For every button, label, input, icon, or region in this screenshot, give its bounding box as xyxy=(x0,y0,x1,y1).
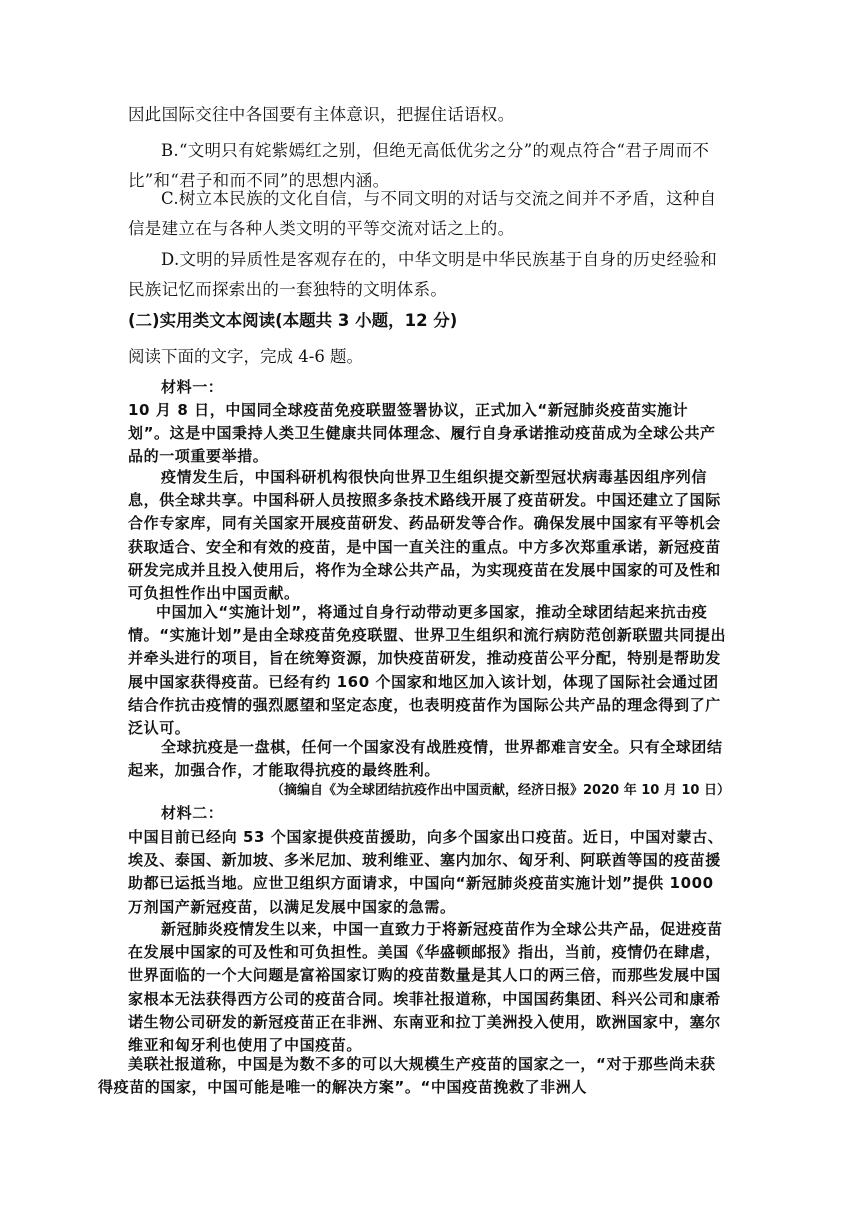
option-b: B.“文明只有姹紫嫣红之别，但绝无高低优劣之分”的观点符合“君子周而不比”和“君子和而不同”的思想内涵。 xyxy=(128,141,710,190)
instruction: 阅读下面的文字，完成 4-6 题。 xyxy=(128,347,364,366)
material2-paragraph-3: 美联社报道称，中国是为数不多的可以大规模生产疫苗的国家之一，“对于那些尚未获得疫苗的国家，中国可能是唯一的解决方案”。“中国疫苗挽救了非洲人 xyxy=(98,1055,716,1097)
material1-paragraph-3: 中国加入“实施计划”，将通过自身行动带动更多国家，推动全球团结起来抗击疫情。“实施计划”是由全球疫苗免疫联盟、世界卫生组织和流行病防范创新联盟共同提出并牵头进行的项目，旨在统筹资源，加快疫苗研发，推动疫苗公平分配，特别是帮助发展中国家获得疫苗。已经有约 160 个国家和地区加入该计划，体现了国际社会通过团结合作抗击疫情的强烈愿望和坚定态度，也表明疫苗作为国际公共产品的理念得到了广泛认可。 xyxy=(128,603,727,738)
material1-label: 材料一： xyxy=(161,378,224,396)
material1-paragraph-4: 全球抗疫是一盘棋，任何一个国家没有战胜疫情，世界都难言安全。只有全球团结起来，加强合作，才能取得抗疫的最终胜利。 xyxy=(128,738,723,780)
material2-paragraph-1: 中国目前已经向 53 个国家提供疫苗援助，向多个国家出口疫苗。近日，中国对蒙古、埃及、泰国、新加坡、多米尼加、玻利维亚、塞内加尔、匈牙利、阿联酋等国的疫苗援助都已运抵当地。应世卫组织方面请求，中国向“新冠肺炎疫苗实施计划”提供 1000 万剂国产新冠疫苗，以满足发展中国家的急需。 xyxy=(128,828,724,916)
material1-paragraph-1: 10 月 8 日，中国同全球疫苗免疫联盟签署协议，正式加入“新冠肺炎疫苗实施计划”。这是中国秉持人类卫生健康共同体理念、履行自身承诺推动疫苗成为全球公共产品的一项重要举措。 xyxy=(128,401,716,466)
material1-source: （摘编自《为全球团结抗疫作出中国贡献，经济日报》2020 年 10 月 10 日） xyxy=(271,783,730,798)
material2-paragraph-2: 新冠肺炎疫情发生以来，中国一直致力于将新冠疫苗作为全球公共产品，促进疫苗在发展中国家的可及性和可负担性。美国《华盛顿邮报》指出，当前，疫情仍在肆虐，世界面临的一个大问题是富裕国家订购的疫苗数量是其人口的两三倍，而那些发展中国家根本无法获得西方公司的疫苗合同。埃菲社报道称，中国国药集团、科兴公司和康希诺生物公司研发的新冠疫苗正在非洲、东南亚和拉丁美洲投入使用，欧洲国家中，塞尔维亚和匈牙利也使用了中国疫苗。 xyxy=(128,920,723,1055)
option-a-tail: 因此国际交往中各国要有主体意识，把握住话语权。 xyxy=(128,105,515,124)
section-heading: (二)实用类文本阅读(本题共 3 小题，12 分) xyxy=(128,311,458,330)
option-d: D.文明的异质性是客观存在的，中华文明是中华民族基于自身的历史经验和民族记忆而探索出的一套独特的文明体系。 xyxy=(128,250,718,299)
material2-label: 材料二： xyxy=(161,804,224,822)
option-c: C.树立本民族的文化自信，与不同文明的对话与交流之间并不矛盾，这种自信是建立在与各种人类文明的平等交流对话之上的。 xyxy=(128,189,717,238)
material1-paragraph-2: 疫情发生后，中国科研机构很快向世界卫生组织提交新型冠状病毒基因组序列信息，供全球共享。中国科研人员按照多条技术路线开展了疫苗研发。中国还建立了国际合作专家库，同有关国家开展疫苗研发、药品研发等合作。确保发展中国家有平等机会获取适合、安全和有效的疫苗，是中国一直关注的重点。中方多次郑重承诺，新冠疫苗研发完成并且投入使用后，将作为全球公共产品，为实现疫苗在发展中国家的可及性和可负担性作出中国贡献。 xyxy=(128,468,721,603)
